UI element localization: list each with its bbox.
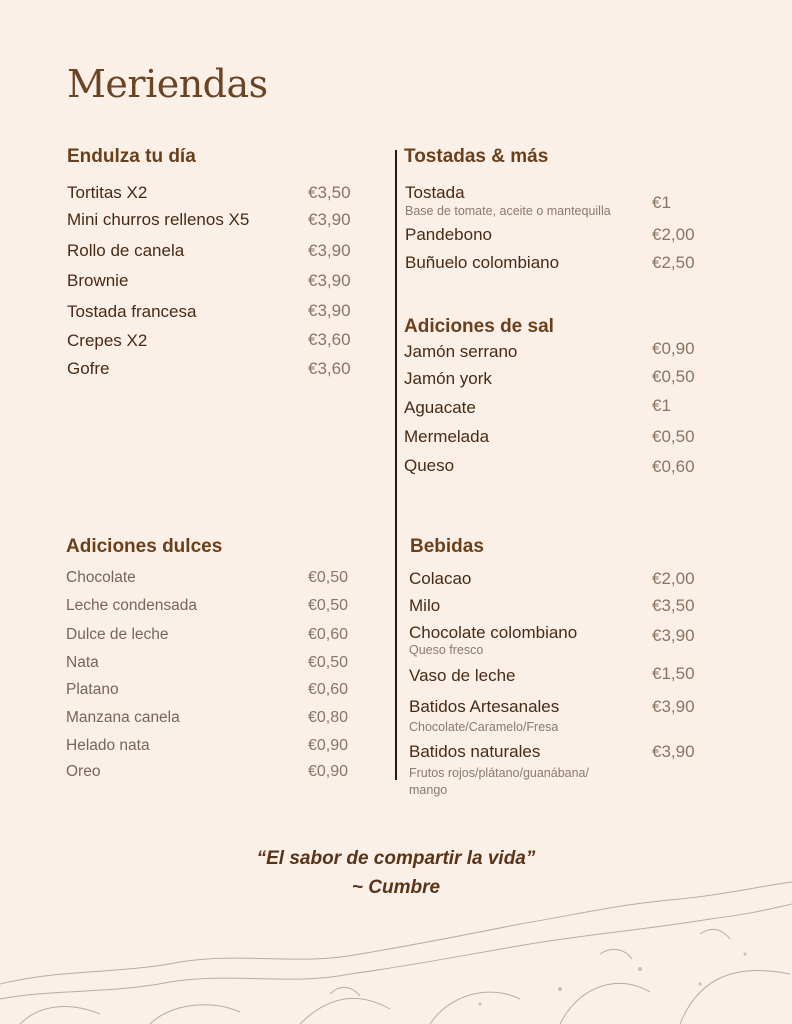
- quote-text: “El sabor de compartir la vida”: [256, 848, 536, 869]
- menu-item-price: €3,90: [652, 697, 695, 716]
- menu-item-name: Chocolate: [66, 569, 136, 586]
- menu-item-description: Base de tomate, aceite o mantequilla: [405, 204, 611, 218]
- menu-item-price: €0,60: [652, 457, 695, 476]
- menu-item-name: Tortitas X2: [67, 183, 148, 202]
- menu-item-description: Chocolate/Caramelo/Fresa: [409, 720, 559, 734]
- menu-item-name: Crepes X2: [67, 331, 148, 350]
- menu-item-price: €3,90: [308, 210, 351, 229]
- menu-item-name: Batidos Artesanales: [409, 697, 560, 716]
- menu-item-name: Queso: [404, 456, 455, 475]
- menu-item-name: Oreo: [66, 763, 101, 780]
- menu-item-name: Pandebono: [405, 225, 492, 244]
- menu-item-name: Colacao: [409, 569, 472, 588]
- menu-item-price: €0,50: [308, 569, 349, 586]
- menu-item-name: Nata: [66, 654, 99, 671]
- menu-item-name: Platano: [66, 681, 119, 698]
- menu-item-name: Brownie: [67, 271, 129, 290]
- menu-item-price: €2,00: [652, 569, 695, 588]
- menu-item-price: €3,50: [308, 183, 351, 202]
- menu-item-price: €0,60: [308, 626, 349, 643]
- menu-item-price: €1: [652, 193, 671, 212]
- menu-item-name: Mini churros rellenos X5: [67, 210, 250, 229]
- menu-item-price: €0,60: [308, 681, 349, 698]
- menu-item-name: Gofre: [67, 359, 110, 378]
- menu-item-price: €2,50: [652, 253, 695, 272]
- menu-item-description: Queso fresco: [409, 643, 484, 657]
- menu-item-price: €0,80: [308, 709, 349, 726]
- menu-item-price: €0,50: [652, 427, 695, 446]
- section-heading-adiciones-sal: Adiciones de sal: [404, 316, 554, 337]
- section-heading-adiciones-dulces: Adiciones dulces: [66, 536, 223, 557]
- menu-item-price: €2,00: [652, 225, 695, 244]
- menu-item-name: Tostada: [405, 183, 465, 202]
- menu-item-price: €3,90: [308, 241, 351, 260]
- page-title: Meriendas: [67, 62, 268, 106]
- menu-item-price: €0,50: [652, 367, 695, 386]
- column-divider: [395, 150, 397, 780]
- menu-item-price: €1: [652, 396, 671, 415]
- menu-item-name: Buñuelo colombiano: [405, 253, 560, 272]
- menu-item-price: €3,60: [308, 330, 351, 349]
- menu-item-name: Dulce de leche: [66, 626, 169, 643]
- section-heading-bebidas: Bebidas: [410, 536, 484, 557]
- menu-item-name: Rollo de canela: [67, 241, 185, 260]
- section-heading-endulza: Endulza tu día: [67, 146, 196, 167]
- menu-item-name: Mermelada: [404, 427, 490, 446]
- menu-item-price: €0,90: [652, 339, 695, 358]
- menu-item-price: €3,90: [652, 626, 695, 645]
- menu-item-price: €3,50: [652, 596, 695, 615]
- menu-item-name: Helado nata: [66, 737, 150, 754]
- menu-item-price: €3,90: [308, 301, 351, 320]
- menu-item-name: Manzana canela: [66, 709, 180, 726]
- menu-item-price: €0,50: [308, 654, 349, 671]
- menu-item-name: Leche condensada: [66, 597, 198, 614]
- menu-item-price: €3,90: [308, 271, 351, 290]
- menu-item-name: Chocolate colombiano: [409, 623, 578, 642]
- menu-item-name: Jamón york: [404, 369, 492, 388]
- menu-item-price: €3,90: [652, 742, 695, 761]
- menu-item-name: Tostada francesa: [67, 302, 197, 321]
- menu-item-name: Milo: [409, 596, 441, 615]
- section-heading-tostadas: Tostadas & más: [404, 146, 549, 167]
- menu-item-price: €0,90: [308, 763, 349, 780]
- menu-item-name: Aguacate: [404, 398, 476, 417]
- menu-item-price: €0,50: [308, 597, 349, 614]
- menu-item-name: Vaso de leche: [409, 666, 516, 685]
- menu-item-price: €3,60: [308, 359, 351, 378]
- menu-item-name: Batidos naturales: [409, 742, 541, 761]
- menu-item-description: Frutos rojos/plátano/guanábana/: [409, 766, 589, 780]
- quote-author: ~ Cumbre: [351, 877, 441, 898]
- menu-item-description: mango: [409, 783, 448, 797]
- mountain-sketch-illustration: [0, 874, 792, 1024]
- menu-item-name: Jamón serrano: [404, 342, 518, 361]
- menu-item-price: €1,50: [652, 664, 695, 683]
- menu-item-price: €0,90: [308, 737, 349, 754]
